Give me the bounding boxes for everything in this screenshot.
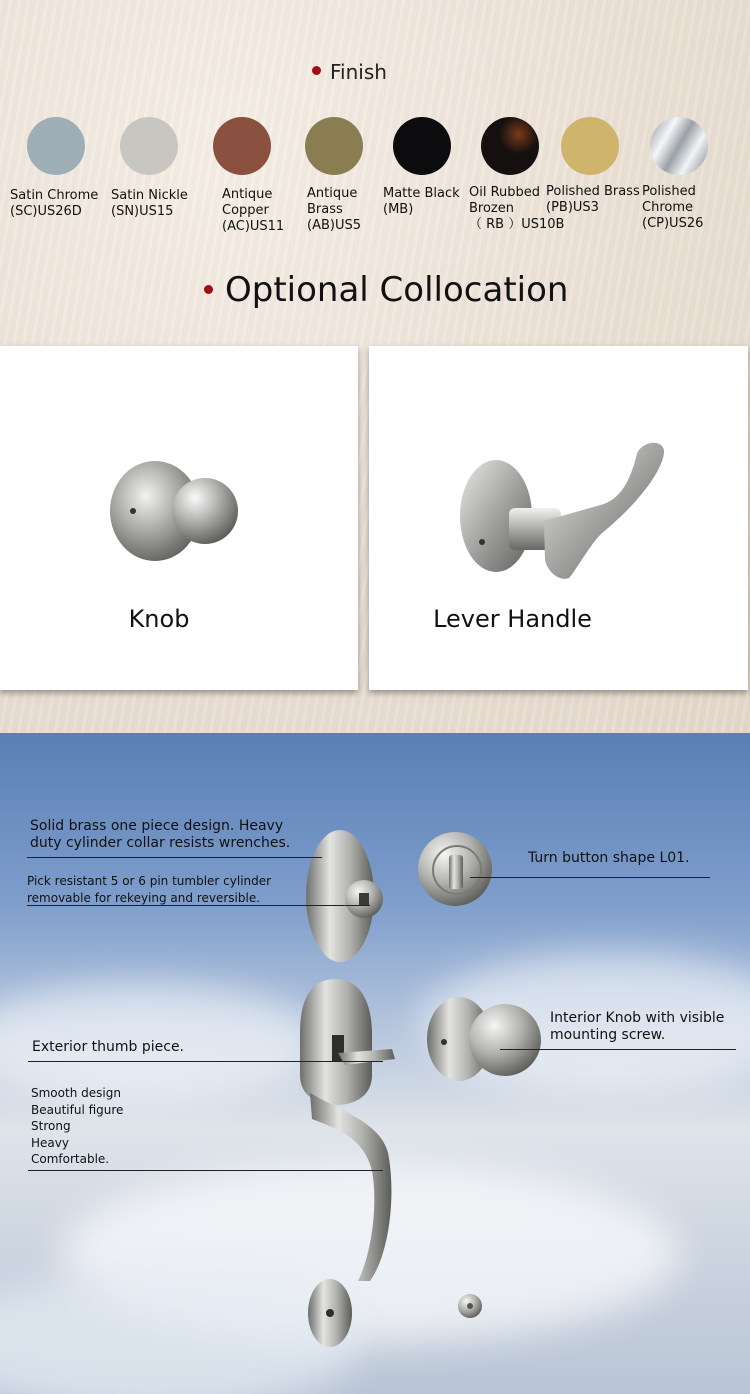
lever-handle-card[interactable]	[369, 346, 748, 690]
pointer-line	[27, 857, 322, 858]
pointer-line	[28, 1170, 383, 1171]
swatch-label: Polished Chrome (CP)US26	[642, 184, 704, 231]
swatch-antique-copper	[213, 117, 271, 175]
swatch-polished-chrome	[650, 117, 708, 175]
pointer-line	[500, 1049, 736, 1050]
swatch-antique-brass	[305, 117, 363, 175]
swatch-oil-rubbed-bronze	[481, 117, 539, 175]
knob-card[interactable]	[0, 346, 358, 690]
swatch-label: Antique Copper (AC)US11	[222, 187, 285, 234]
swatch-label: Polished Brass (PB)US3	[546, 184, 640, 215]
lever-handle-image	[369, 346, 748, 606]
swatch-polished-brass	[561, 117, 619, 175]
annotation-pick-resistant: Pick resistant 5 or 6 pin tumbler cylinder removable for rekeying and reversible.	[27, 874, 272, 905]
knob-image	[0, 346, 358, 606]
annotation-turn-button: Turn button shape L01.	[528, 850, 690, 866]
swatch-label: Matte Black (MB)	[383, 186, 460, 217]
swatch-matte-black	[393, 117, 451, 175]
knob-label: Knob	[128, 605, 190, 633]
product-diagram-section	[0, 733, 750, 1394]
pointer-line	[470, 877, 710, 878]
bullet-dot-icon	[312, 66, 321, 75]
bullet-dot-icon	[204, 285, 213, 294]
swatch-label: Satin Nickle (SN)US15	[111, 188, 188, 219]
swatch-label: Satin Chrome (SC)US26D	[10, 188, 99, 219]
swatch-label: Antique Brass (AB)US5	[307, 186, 361, 233]
annotation-features: Smooth design Beautiful figure Strong Heavy Comfortable.	[31, 1086, 124, 1166]
annotation-interior-knob: Interior Knob with visible mounting screw.	[550, 1010, 725, 1043]
swatch-label: Oil Rubbed Brozen （ RB ）US10B	[469, 185, 565, 232]
lever-handle-label: Lever Handle	[433, 605, 592, 633]
annotation-exterior-thumb: Exterior thumb piece.	[32, 1039, 185, 1055]
annotation-solid-brass: Solid brass one piece design. Heavy duty cylinder collar resists wrenches.	[30, 818, 291, 851]
pointer-line	[27, 905, 370, 906]
finish-heading: Finish	[312, 60, 387, 84]
pointer-line	[28, 1061, 383, 1062]
collocation-heading: Optional Collocation	[204, 270, 568, 310]
swatch-satin-nickle	[120, 117, 178, 175]
swatch-satin-chrome	[27, 117, 85, 175]
